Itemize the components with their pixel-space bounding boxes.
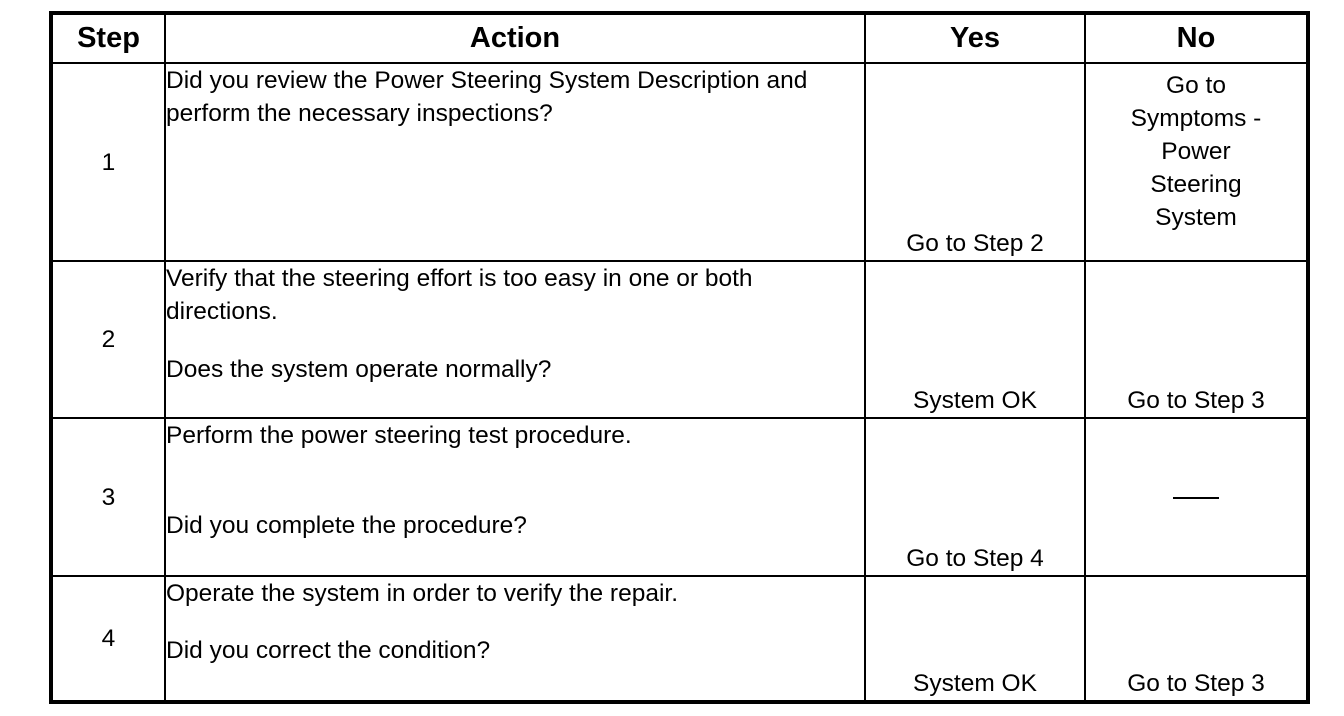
table-row	[51, 261, 1308, 418]
action-text: Operate the system in order to verify the repair.	[166, 580, 679, 607]
action-text: Verify that the steering effort is too easy in one or both directions.	[166, 265, 753, 325]
not-applicable-dash	[1173, 497, 1219, 499]
no-result-text: Go to Symptoms - Power Steering System	[1130, 72, 1262, 231]
action-text: Did you review the Power Steering System Description and perform the necessary inspections?	[166, 67, 808, 127]
no-result	[1085, 63, 1308, 261]
table-row	[51, 418, 1308, 576]
header-yes: Yes	[865, 13, 1085, 63]
no-result: Go to Step 3	[1085, 576, 1308, 702]
step-number: 2	[51, 261, 165, 418]
action-question: Did you complete the procedure?	[166, 512, 527, 539]
action-question: Did you correct the condition?	[166, 637, 491, 664]
action-cell	[165, 63, 865, 261]
table-row	[51, 63, 1308, 261]
table-row	[51, 576, 1308, 702]
header-step: Step	[51, 13, 165, 63]
action-cell	[165, 261, 865, 418]
action-question: Does the system operate normally?	[166, 356, 552, 383]
yes-result: Go to Step 4	[865, 418, 1085, 576]
diagnostic-table	[49, 11, 1310, 704]
action-cell	[165, 418, 865, 576]
action-cell	[165, 576, 865, 702]
yes-result: System OK	[865, 261, 1085, 418]
header-row	[51, 13, 1308, 63]
step-number: 3	[51, 418, 165, 576]
step-number: 4	[51, 576, 165, 702]
no-result: Go to Step 3	[1085, 261, 1308, 418]
no-result	[1085, 418, 1308, 576]
yes-result: Go to Step 2	[865, 63, 1085, 261]
action-text: Perform the power steering test procedure.	[166, 422, 632, 449]
step-number: 1	[51, 63, 165, 261]
header-action: Action	[165, 13, 865, 63]
yes-result: System OK	[865, 576, 1085, 702]
header-no: No	[1085, 13, 1308, 63]
